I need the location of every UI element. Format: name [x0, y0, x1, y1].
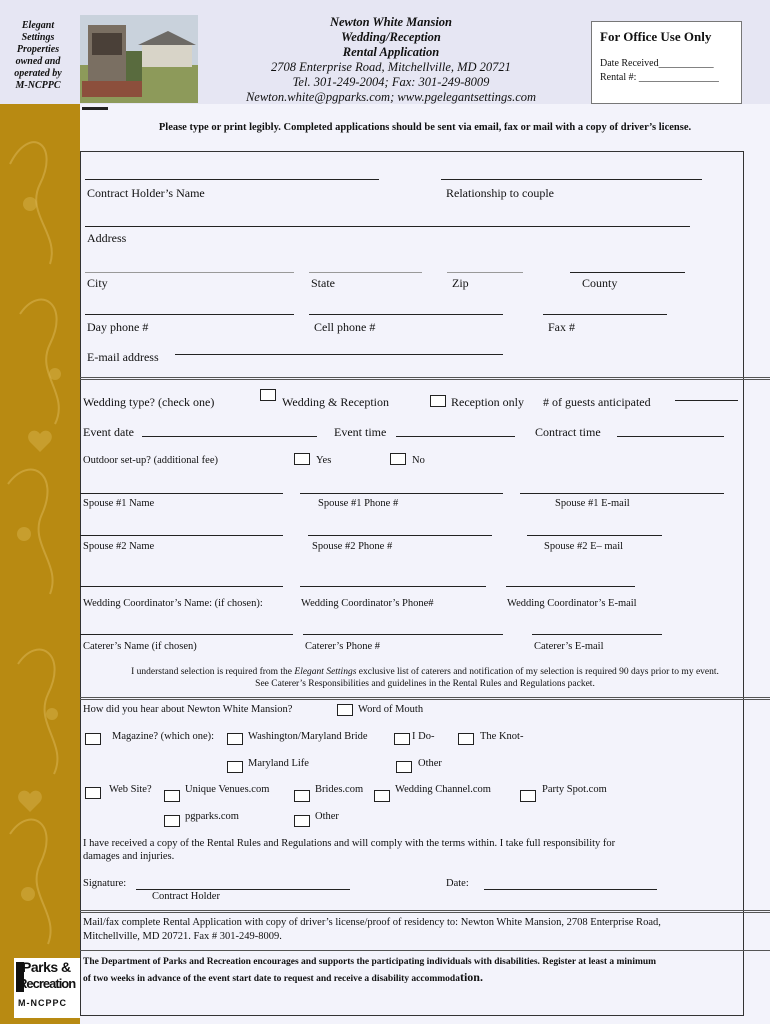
decorative-sidebar — [0, 104, 80, 1024]
event-time-label: Event time — [334, 425, 387, 439]
state-field[interactable] — [309, 272, 422, 273]
unique-venues-checkbox[interactable] — [164, 790, 180, 802]
outdoor-label: Outdoor set-up? (additional fee) — [83, 455, 218, 466]
day-phone-field[interactable] — [85, 314, 294, 315]
i-do-checkbox[interactable] — [394, 733, 410, 745]
header-title-block — [210, 15, 572, 105]
contract-holder-caption: Contract Holder — [152, 891, 220, 902]
spouse1-email-field[interactable] — [520, 493, 724, 494]
zip-field[interactable] — [447, 272, 523, 273]
coordinator-phone-field[interactable] — [300, 586, 486, 587]
i-do-label: I Do- — [412, 731, 435, 742]
wash-bride-label: Washington/Maryland Bride — [248, 731, 368, 742]
elegant-settings-emphasis: Elegant Settings — [294, 667, 357, 677]
logo-line-3: M-NCPPC — [18, 998, 67, 1008]
coordinator-email-field[interactable] — [506, 586, 635, 587]
outdoor-yes-label: Yes — [316, 455, 332, 466]
holder-name-field[interactable] — [85, 179, 379, 180]
spouse2-name-label: Spouse #2 Name — [83, 541, 155, 552]
party-spot-checkbox[interactable] — [520, 790, 536, 802]
cell-phone-label: Cell phone # — [314, 320, 376, 334]
header-rule — [82, 107, 108, 110]
rental-number: Rental #: ________________ — [600, 72, 719, 83]
referral-question: How did you hear about Newton White Mansion? — [83, 704, 293, 715]
mail-line-2: Mitchellville, MD 20721. Fax # 301-249-8009. — [83, 931, 282, 942]
magazine-label: Magazine? (which one): — [112, 731, 215, 742]
agreement-text-1: I have received a copy of the Rental Rules and Regulations and will comply with the terms within. I take full responsibility for — [83, 838, 616, 849]
instructions: Please type or print legibly. Completed applications should be sent via email, fax or mail with a copy of driver’s license. — [158, 122, 692, 133]
disability-line-1: The Department of Parks and Recreation encourages and supports the participating individuals with disabilities. Register at least a minimum — [83, 957, 657, 967]
application-subtitle-2: Rental Application — [342, 45, 440, 59]
holder-name-label: Contract Holder’s Name — [87, 186, 205, 200]
application-subtitle: Wedding/Reception — [341, 30, 441, 44]
caterer-email-field[interactable] — [532, 634, 662, 635]
zip-label: Zip — [452, 276, 469, 290]
county-field[interactable] — [570, 272, 685, 273]
md-life-checkbox[interactable] — [227, 761, 243, 773]
section-divider-1 — [80, 377, 770, 380]
contract-time-field[interactable] — [617, 436, 724, 437]
mansion-photo — [80, 15, 198, 103]
event-date-label: Event date — [83, 425, 134, 439]
owner-note: Elegant Settings Properties owned and operated by M-NCPPC — [14, 20, 62, 91]
day-phone-label: Day phone # — [87, 320, 149, 334]
fax-field[interactable] — [543, 314, 667, 315]
logo-line-1: Parks & — [22, 959, 71, 975]
coordinator-name-field[interactable] — [80, 586, 283, 587]
agreement-text-2: damages and injuries. — [83, 851, 175, 862]
fax-label: Fax # — [548, 320, 575, 334]
website-other-checkbox[interactable] — [294, 815, 310, 827]
mansion-web: Newton.white@pgparks.com; www.pgelegantsettings.com — [245, 90, 537, 104]
pgparks-checkbox[interactable] — [164, 815, 180, 827]
outdoor-yes-checkbox[interactable] — [294, 453, 310, 465]
wash-bride-checkbox[interactable] — [227, 733, 243, 745]
caterer-name-label: Caterer’s Name (if chosen) — [83, 641, 197, 652]
reception-only-label: Reception only — [451, 395, 524, 409]
spouse2-phone-label: Spouse #2 Phone # — [312, 541, 393, 552]
coordinator-phone-label: Wedding Coordinator’s Phone# — [301, 598, 434, 609]
spouse1-phone-label: Spouse #1 Phone # — [318, 498, 399, 509]
website-checkbox[interactable] — [85, 787, 101, 799]
caterer-phone-field[interactable] — [303, 634, 503, 635]
the-knot-checkbox[interactable] — [458, 733, 474, 745]
office-use-box — [591, 21, 742, 104]
magazine-checkbox[interactable] — [85, 733, 101, 745]
event-time-field[interactable] — [396, 436, 515, 437]
logo-line-2: Recreation — [18, 976, 76, 991]
spouse2-email-field[interactable] — [527, 535, 662, 536]
wedding-type-label: Wedding type? (check one) — [83, 395, 215, 409]
reception-only-checkbox[interactable] — [430, 395, 446, 407]
relationship-label: Relationship to couple — [446, 186, 554, 200]
caterer-name-field[interactable] — [80, 634, 293, 635]
disability-line-2: of two weeks in advance of the event start date to request and receive a disability accommodation. — [83, 970, 483, 984]
brides-label: Brides.com — [315, 784, 364, 795]
party-spot-label: Party Spot.com — [542, 784, 607, 795]
word-of-mouth-checkbox[interactable] — [337, 704, 353, 716]
email-field[interactable] — [175, 354, 503, 355]
signature-label: Signature: — [83, 878, 127, 889]
spouse2-phone-field[interactable] — [308, 535, 492, 536]
relationship-field[interactable] — [441, 179, 702, 180]
magazine-other-label: Other — [418, 758, 442, 769]
email-label: E-mail address — [87, 350, 159, 364]
coordinator-email-label: Wedding Coordinator’s E-mail — [507, 598, 637, 609]
section-divider-2 — [80, 697, 770, 700]
wedding-reception-checkbox[interactable] — [260, 389, 276, 401]
spouse1-email-label: Spouse #1 E-mail — [555, 498, 630, 509]
guests-field[interactable] — [675, 400, 738, 401]
outdoor-no-label: No — [412, 455, 425, 466]
the-knot-label: The Knot- — [480, 731, 524, 742]
city-label: City — [87, 276, 108, 290]
caterer-email-label: Caterer’s E-mail — [534, 641, 604, 652]
pgparks-label: pgparks.com — [185, 811, 239, 822]
signature-field[interactable] — [136, 889, 350, 890]
md-life-label: Maryland Life — [248, 758, 309, 769]
contract-time-label: Contract time — [535, 425, 601, 439]
mail-line-1: Mail/fax complete Rental Application with copy of driver’s license/proof of residency to: Newton White Mansion, 2708 Enterprise Road, — [83, 917, 661, 928]
date-received: Date Received___________ — [600, 58, 714, 69]
event-date-field[interactable] — [142, 436, 317, 437]
form-border — [80, 151, 744, 1016]
guests-label: # of guests anticipated — [543, 395, 651, 409]
website-other-label: Other — [315, 811, 339, 822]
spouse1-name-field[interactable] — [80, 493, 283, 494]
address-label: Address — [87, 231, 127, 245]
caterer-phone-label: Caterer’s Phone # — [305, 641, 381, 652]
unique-venues-label: Unique Venues.com — [185, 784, 270, 795]
word-of-mouth-label: Word of Mouth — [358, 704, 424, 715]
mansion-title: Newton White Mansion — [329, 15, 453, 29]
spouse2-name-field[interactable] — [80, 535, 283, 536]
spouse1-name-label: Spouse #1 Name — [83, 498, 155, 509]
date-label: Date: — [446, 878, 469, 889]
address-field[interactable] — [85, 226, 690, 227]
mansion-phone: Tel. 301-249-2004; Fax: 301-249-8009 — [292, 75, 490, 89]
cell-phone-field[interactable] — [309, 314, 503, 315]
brides-checkbox[interactable] — [294, 790, 310, 802]
website-label: Web Site? — [109, 784, 152, 795]
spouse1-phone-field[interactable] — [300, 493, 503, 494]
section-divider-4 — [80, 950, 770, 951]
date-field[interactable] — [484, 889, 657, 890]
wedding-reception-label: Wedding & Reception — [282, 395, 390, 409]
coordinator-name-label: Wedding Coordinator’s Name: (if chosen): — [83, 598, 263, 609]
caterer-notice: I understand selection is required from the Elegant Settings exclusive list of caterers and notification of my selection is required 90 days prior to my event. See Caterer’s Responsibilities and guidelines in the Rental Rules and Regulations packet. — [131, 667, 719, 689]
city-field[interactable] — [85, 272, 294, 273]
county-label: County — [582, 276, 618, 290]
outdoor-no-checkbox[interactable] — [390, 453, 406, 465]
wedding-channel-label: Wedding Channel.com — [395, 784, 491, 795]
mansion-address: 2708 Enterprise Road, Mitchellville, MD 20721 — [271, 60, 511, 74]
wedding-channel-checkbox[interactable] — [374, 790, 390, 802]
office-title: For Office Use Only — [600, 29, 712, 44]
parks-recreation-logo — [14, 958, 80, 1018]
section-divider-3 — [80, 910, 770, 913]
state-label: State — [311, 276, 335, 290]
magazine-other-checkbox[interactable] — [396, 761, 412, 773]
spouse2-email-label: Spouse #2 E– mail — [544, 541, 624, 552]
